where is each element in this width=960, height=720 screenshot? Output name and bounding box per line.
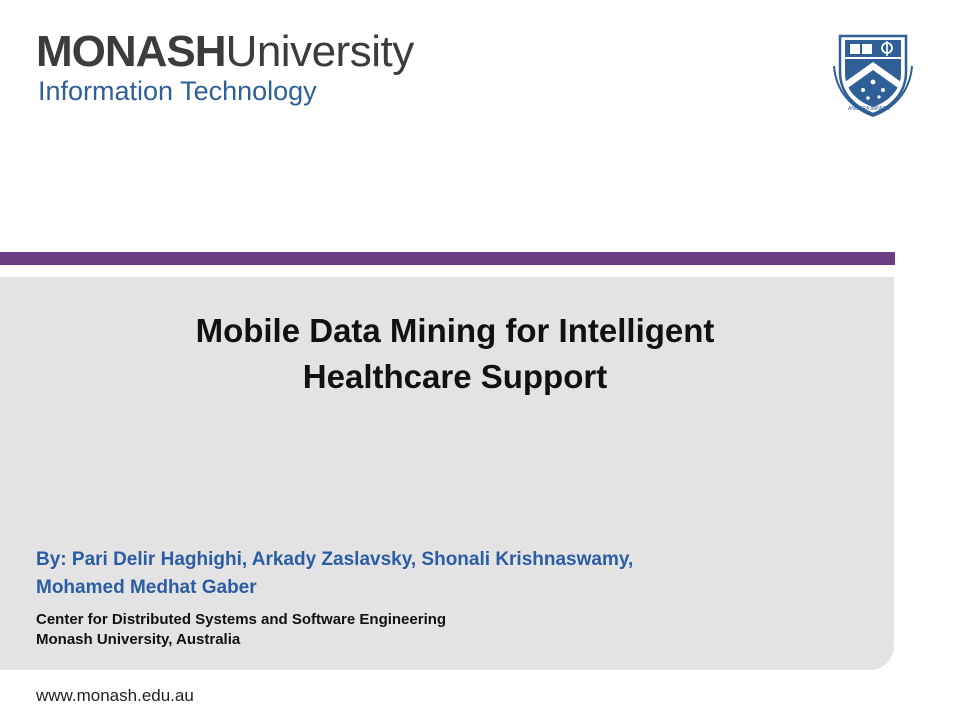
slide-title-line-1: Mobile Data Mining for Intelligent	[195, 312, 715, 349]
author-list-line-2: Mohamed Medhat Gaber	[36, 577, 257, 598]
wordmark-university: University	[225, 27, 414, 76]
faculty-name: Information Technology	[38, 76, 317, 106]
accent-divider	[0, 252, 895, 265]
university-crest-icon	[826, 32, 920, 118]
affiliation-line-1: Center for Distributed Systems and Software Engineering	[36, 611, 447, 628]
affiliation	[36, 610, 856, 650]
crest-motto-text: ANCORA IMPARO	[848, 106, 890, 112]
footer-url: www.monash.edu.au	[36, 686, 194, 705]
affiliation-line-2: Monash University, Australia	[36, 631, 241, 648]
slide-title-line-2: Healthcare Support	[302, 358, 608, 395]
university-wordmark	[36, 26, 414, 78]
wordmark-monash: MONASH	[36, 27, 226, 76]
author-list-line-1: By: Pari Delir Haghighi, Arkady Zaslavsky, Shonali Krishnaswamy,	[36, 549, 634, 570]
author-list	[36, 546, 856, 602]
slide-title	[60, 308, 850, 400]
